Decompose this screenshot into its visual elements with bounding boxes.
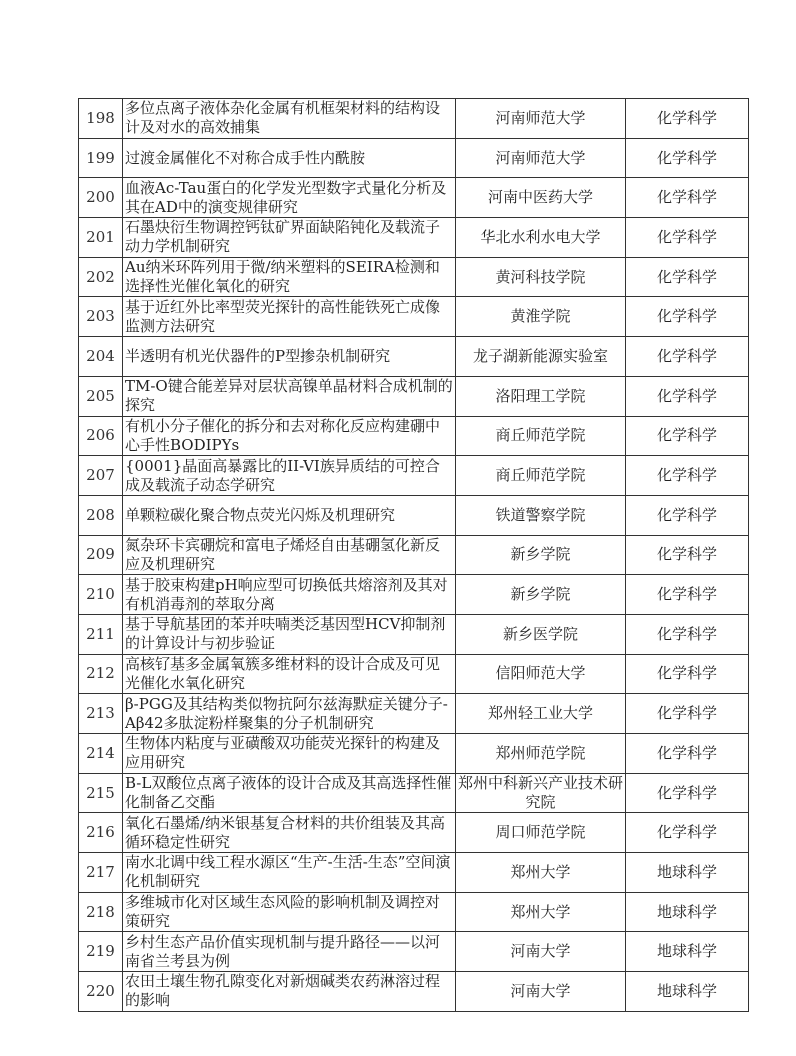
- subject-field: 化学科学: [626, 257, 749, 297]
- subject-field: 化学科学: [626, 575, 749, 615]
- row-number: 200: [79, 178, 123, 218]
- subject-field: 化学科学: [626, 376, 749, 416]
- row-number: 219: [79, 932, 123, 972]
- institution: 河南大学: [456, 972, 626, 1012]
- table-row: [79, 337, 749, 377]
- row-number: 199: [79, 138, 123, 178]
- table-row: [79, 456, 749, 496]
- project-title: 氧化石墨烯/纳米银基复合材料的共价组装及其高循环稳定性研究: [123, 813, 456, 853]
- subject-field: 化学科学: [626, 495, 749, 535]
- table-row: [79, 297, 749, 337]
- project-title: 农田土壤生物孔隙变化对新烟碱类农药淋溶过程的影响: [123, 972, 456, 1012]
- table-body: [79, 99, 749, 1012]
- table-row: [79, 535, 749, 575]
- project-title: 多位点离子液体杂化金属有机框架材料的结构设计及对水的高效捕集: [123, 99, 456, 139]
- table-row: [79, 734, 749, 774]
- project-title: {0001}晶面高暴露比的II-VI族异质结的可控合成及载流子动态学研究: [123, 456, 456, 496]
- institution: 黄河科技学院: [456, 257, 626, 297]
- table-row: [79, 773, 749, 813]
- project-list-table: [78, 98, 749, 1012]
- project-title: 高核钌基多金属氧簇多维材料的设计合成及可见光催化水氧化研究: [123, 654, 456, 694]
- table-row: [79, 853, 749, 893]
- institution: 郑州中科新兴产业技术研究院: [456, 773, 626, 813]
- table-row: [79, 178, 749, 218]
- row-number: 203: [79, 297, 123, 337]
- subject-field: 化学科学: [626, 297, 749, 337]
- project-title: TM-O键合能差异对层状高镍单晶材料合成机制的探究: [123, 376, 456, 416]
- institution: 河南师范大学: [456, 138, 626, 178]
- subject-field: 化学科学: [626, 456, 749, 496]
- institution: 新乡学院: [456, 535, 626, 575]
- institution: 郑州轻工业大学: [456, 694, 626, 734]
- project-title: 乡村生态产品价值实现机制与提升路径——以河南省兰考县为例: [123, 932, 456, 972]
- institution: 新乡学院: [456, 575, 626, 615]
- project-title: 血液Ac-Tau蛋白的化学发光型数字式量化分析及其在AD中的演变规律研究: [123, 178, 456, 218]
- subject-field: 化学科学: [626, 813, 749, 853]
- subject-field: 化学科学: [626, 535, 749, 575]
- project-title: β-PGG及其结构类似物抗阿尔兹海默症关键分子-Aβ42多肽淀粉样聚集的分子机制研究: [123, 694, 456, 734]
- row-number: 208: [79, 495, 123, 535]
- project-title: 生物体内粘度与亚磺酸双功能荧光探针的构建及应用研究: [123, 734, 456, 774]
- subject-field: 化学科学: [626, 138, 749, 178]
- subject-field: 地球科学: [626, 892, 749, 932]
- row-number: 206: [79, 416, 123, 456]
- institution: 河南大学: [456, 932, 626, 972]
- subject-field: 化学科学: [626, 416, 749, 456]
- institution: 信阳师范大学: [456, 654, 626, 694]
- institution: 黄淮学院: [456, 297, 626, 337]
- institution: 郑州师范学院: [456, 734, 626, 774]
- row-number: 201: [79, 218, 123, 258]
- table-row: [79, 218, 749, 258]
- institution: 河南中医药大学: [456, 178, 626, 218]
- table-row: [79, 972, 749, 1012]
- table-row: [79, 257, 749, 297]
- institution: 河南师范大学: [456, 99, 626, 139]
- institution: 铁道警察学院: [456, 495, 626, 535]
- subject-field: 化学科学: [626, 614, 749, 654]
- row-number: 218: [79, 892, 123, 932]
- table-row: [79, 138, 749, 178]
- table-row: [79, 376, 749, 416]
- project-title: 半透明有机光伏器件的P型掺杂机制研究: [123, 337, 456, 377]
- subject-field: 化学科学: [626, 654, 749, 694]
- institution: 新乡医学院: [456, 614, 626, 654]
- subject-field: 化学科学: [626, 337, 749, 377]
- row-number: 205: [79, 376, 123, 416]
- project-title: 基于导航基团的苯并呋喃类泛基因型HCV抑制剂的计算设计与初步验证: [123, 614, 456, 654]
- institution: 商丘师范学院: [456, 416, 626, 456]
- table-row: [79, 892, 749, 932]
- row-number: 204: [79, 337, 123, 377]
- project-title: 单颗粒碳化聚合物点荧光闪烁及机理研究: [123, 495, 456, 535]
- table-row: [79, 495, 749, 535]
- project-title: 石墨炔衍生物调控钙钛矿界面缺陷钝化及载流子动力学机制研究: [123, 218, 456, 258]
- subject-field: 化学科学: [626, 178, 749, 218]
- table-row: [79, 932, 749, 972]
- row-number: 209: [79, 535, 123, 575]
- project-title: 多维城市化对区域生态风险的影响机制及调控对策研究: [123, 892, 456, 932]
- institution: 商丘师范学院: [456, 456, 626, 496]
- project-title: B-L双酸位点离子液体的设计合成及其高选择性催化制备乙交酯: [123, 773, 456, 813]
- table-row: [79, 416, 749, 456]
- table-row: [79, 575, 749, 615]
- row-number: 202: [79, 257, 123, 297]
- project-title: 过渡金属催化不对称合成手性内酰胺: [123, 138, 456, 178]
- project-title: 氮杂环卡宾硼烷和富电子烯烃自由基硼氢化新反应及机理研究: [123, 535, 456, 575]
- row-number: 211: [79, 614, 123, 654]
- project-title: 基于近红外比率型荧光探针的高性能铁死亡成像监测方法研究: [123, 297, 456, 337]
- subject-field: 化学科学: [626, 694, 749, 734]
- table-row: [79, 99, 749, 139]
- row-number: 214: [79, 734, 123, 774]
- subject-field: 地球科学: [626, 853, 749, 893]
- row-number: 213: [79, 694, 123, 734]
- table-row: [79, 654, 749, 694]
- row-number: 215: [79, 773, 123, 813]
- subject-field: 化学科学: [626, 734, 749, 774]
- table-row: [79, 694, 749, 734]
- subject-field: 地球科学: [626, 932, 749, 972]
- row-number: 210: [79, 575, 123, 615]
- subject-field: 化学科学: [626, 99, 749, 139]
- institution: 郑州大学: [456, 853, 626, 893]
- project-title: Au纳米环阵列用于微/纳米塑料的SEIRA检测和选择性光催化氧化的研究: [123, 257, 456, 297]
- table-row: [79, 614, 749, 654]
- row-number: 207: [79, 456, 123, 496]
- subject-field: 化学科学: [626, 218, 749, 258]
- institution: 龙子湖新能源实验室: [456, 337, 626, 377]
- row-number: 212: [79, 654, 123, 694]
- row-number: 220: [79, 972, 123, 1012]
- institution: 郑州大学: [456, 892, 626, 932]
- subject-field: 地球科学: [626, 972, 749, 1012]
- row-number: 198: [79, 99, 123, 139]
- table-row: [79, 813, 749, 853]
- institution: 周口师范学院: [456, 813, 626, 853]
- row-number: 216: [79, 813, 123, 853]
- project-title: 有机小分子催化的拆分和去对称化反应构建硼中心手性BODIPYs: [123, 416, 456, 456]
- project-title: 南水北调中线工程水源区“生产-生活-生态”空间演化机制研究: [123, 853, 456, 893]
- institution: 洛阳理工学院: [456, 376, 626, 416]
- project-title: 基于胶束构建pH响应型可切换低共熔溶剂及其对有机消毒剂的萃取分离: [123, 575, 456, 615]
- row-number: 217: [79, 853, 123, 893]
- subject-field: 化学科学: [626, 773, 749, 813]
- institution: 华北水利水电大学: [456, 218, 626, 258]
